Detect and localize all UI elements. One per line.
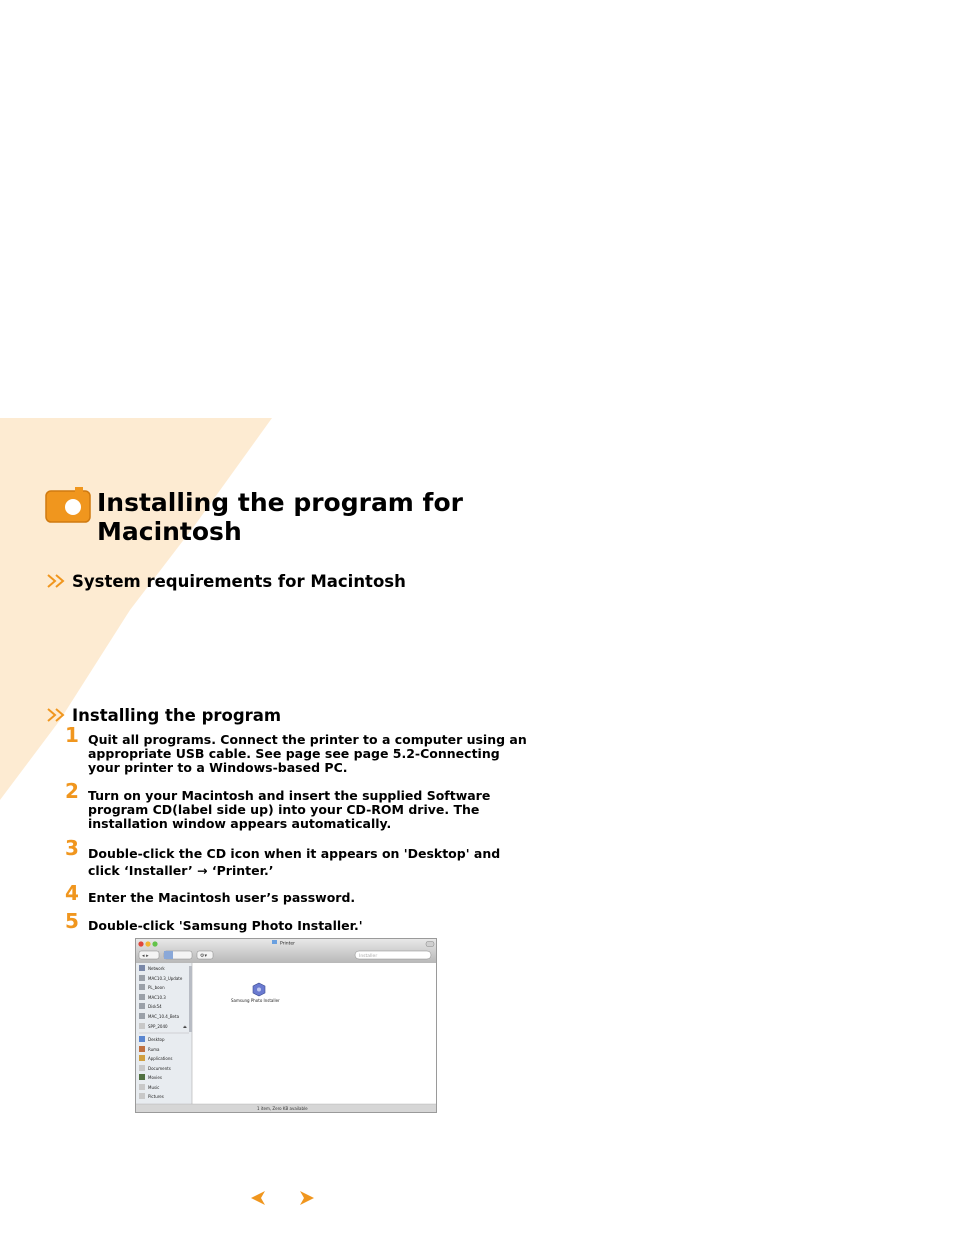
arrow-right-icon[interactable] xyxy=(298,1189,316,1207)
sidebar-item[interactable]: Applications xyxy=(148,1056,173,1061)
step-5 xyxy=(65,909,535,933)
search-placeholder: Installer xyxy=(359,954,378,959)
sidebar-item[interactable]: MAC10.3 xyxy=(148,995,166,1000)
sidebar-item[interactable]: Disk54 xyxy=(148,1004,162,1009)
svg-text:⚙▾: ⚙▾ xyxy=(200,953,207,959)
window-title: Printer xyxy=(280,941,295,947)
svg-text:◂ ▸: ◂ ▸ xyxy=(142,953,149,959)
sidebar-item[interactable]: SPP_2040 xyxy=(148,1024,168,1029)
step-3 xyxy=(65,836,535,879)
camera-icon xyxy=(45,486,91,524)
install-steps xyxy=(65,723,535,933)
zoom-button[interactable] xyxy=(152,941,157,946)
section-heading: Installing the program xyxy=(72,705,282,725)
file-label: Samsung Photo Installer xyxy=(231,998,280,1003)
step-number: 2 xyxy=(65,779,79,803)
step-text: Double-click 'Samsung Photo Installer.' xyxy=(88,918,363,933)
sidebar-item[interactable]: Ruma xyxy=(148,1047,160,1052)
status-text: 1 item, Zero KB available xyxy=(257,1106,308,1111)
arrow-left-icon[interactable] xyxy=(249,1189,267,1207)
sidebar-item[interactable]: Pictures xyxy=(148,1094,164,1099)
sidebar-item[interactable]: PL_boon xyxy=(148,985,165,990)
sidebar-item[interactable]: MAC10.3_Update xyxy=(148,976,183,981)
finder-screenshot xyxy=(135,938,437,1113)
double-chevron-icon xyxy=(46,572,68,590)
sidebar-item[interactable]: Network xyxy=(148,966,165,971)
sidebar-item[interactable]: Desktop xyxy=(148,1037,165,1042)
section-system-requirements xyxy=(46,569,406,593)
double-chevron-icon xyxy=(46,706,68,724)
step-text: Double-click the CD icon when it appears on 'Desktop' and click ‘Installer’ → ‘Printer.’ xyxy=(88,846,501,878)
step-1 xyxy=(65,723,535,775)
section-heading: System requirements for Macintosh xyxy=(72,571,406,591)
minimize-button[interactable] xyxy=(145,941,150,946)
sidebar-item[interactable]: Documents xyxy=(148,1066,171,1071)
step-4 xyxy=(65,881,535,905)
sidebar-item[interactable]: Music xyxy=(148,1085,160,1090)
step-number: 1 xyxy=(65,723,79,747)
folder-icon xyxy=(272,940,277,944)
sidebar-item[interactable]: MAC_10.4_Beta xyxy=(148,1014,180,1019)
sidebar-item[interactable]: Movies xyxy=(148,1075,162,1080)
step-text: Enter the Macintosh user’s password. xyxy=(88,890,356,905)
step-2 xyxy=(65,779,535,831)
step-number: 3 xyxy=(65,836,79,860)
eject-icon[interactable]: ⏏ xyxy=(183,1024,187,1029)
close-button[interactable] xyxy=(138,941,143,946)
step-number: 4 xyxy=(65,881,79,905)
step-number: 5 xyxy=(65,909,79,933)
step-text: Turn on your Macintosh and insert the supplied Software program CD(label side up) into your CD-ROM drive. The installation window appears automatically. xyxy=(88,788,491,831)
page-title: Installing the program for Macintosh xyxy=(97,488,463,546)
section-installing xyxy=(46,703,281,727)
step-text: Quit all programs. Connect the printer to a computer using an appropriate USB cable. See page see page 5.2-Connecting your printer to a Windows-based PC. xyxy=(88,732,527,775)
